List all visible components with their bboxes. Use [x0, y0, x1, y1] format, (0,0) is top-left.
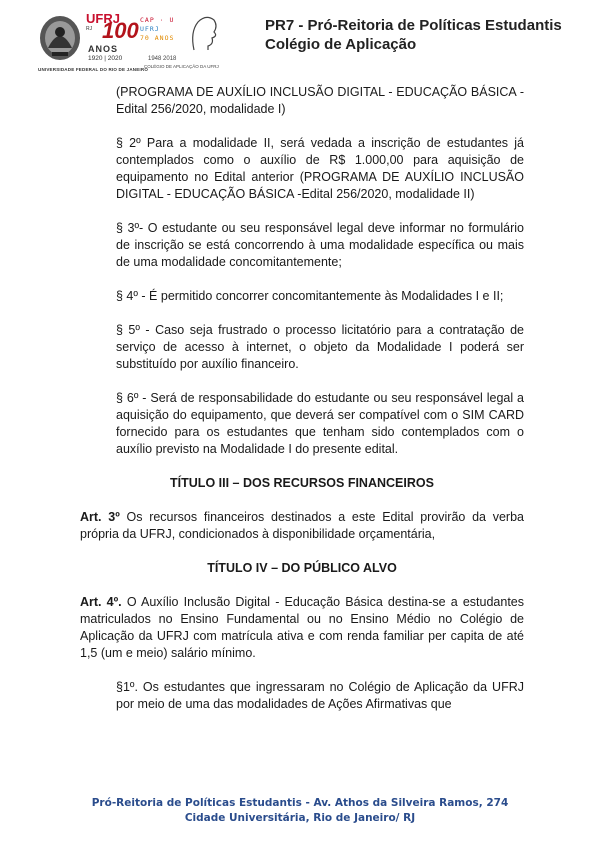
cap-line3: 70 ANOS	[140, 34, 175, 42]
ufrj-years: 1920 | 2020	[88, 55, 123, 62]
title-iv-heading: TÍTULO IV – DO PÚBLICO ALVO	[207, 561, 397, 575]
paragraph-sec3: § 3º- O estudante ou seu responsável legal deve informar no formulário de inscrição se está concorrendo à uma modalidade específica ou mais de uma modalidade concomitantemente;	[116, 221, 524, 269]
cap-line2: UFRJ	[140, 25, 160, 33]
paragraph-sec1: §1º. Os estudantes que ingressaram no Colégio de Aplicação da UFRJ por meio de uma das modalidades de Ações Afirmativas que	[116, 680, 524, 711]
hundred-number: 100	[102, 18, 139, 43]
page-header	[0, 0, 600, 80]
cap-profile-icon	[188, 12, 220, 52]
header-title: PR7 - Pró-Reitoria de Políticas Estudantis	[265, 17, 562, 34]
cap-line1: CAP · U	[140, 16, 175, 24]
header-subtitle: Colégio de Aplicação	[265, 36, 417, 53]
paragraph-sec6: § 6º - Será de responsabilidade do estudante ou seu responsável legal a aquisição do equipamento, que deverá ser compatível com o SIM CARD fornecido para os estudantes que tenham sido contemplados com o auxílio previsto na Modalidade I do presente edital.	[116, 391, 524, 456]
anos-label: ANOS	[88, 44, 119, 54]
article-3-text: Os recursos financeiros destinados a este Edital provirão da verba própria da UFRJ, condicionados à disponibilidade orçamentária,	[80, 510, 524, 541]
article-3	[80, 509, 524, 543]
article-4-label: Art. 4º.	[80, 595, 122, 609]
page-footer	[0, 796, 600, 826]
footer-address-line2: Cidade Universitária, Rio de Janeiro/ RJ	[184, 812, 416, 824]
seal-caption: UNIVERSIDADE FEDERAL DO RIO DE JANEIRO	[38, 67, 149, 72]
paragraph-sec4: § 4º - É permitido concorrer concomitantemente às Modalidades I e II;	[116, 289, 504, 303]
article-4	[80, 594, 524, 662]
paragraph-continuation: (PROGRAMA DE AUXÍLIO INCLUSÃO DIGITAL - EDUCAÇÃO BÁSICA -Edital 256/2020, modalidade I)	[116, 85, 524, 116]
article-3-label: Art. 3º	[80, 510, 120, 524]
ufrj-100-anos-logo	[86, 11, 139, 64]
ufrj-sub: RJ	[86, 26, 93, 32]
cap-years: 1948 2018	[148, 56, 177, 62]
document-body	[80, 84, 524, 713]
cap-grid-text	[140, 16, 174, 43]
ufrj-seal-logo	[38, 14, 82, 64]
cap-name: COLÉGIO DE APLICAÇÃO DA UFRJ	[144, 64, 219, 69]
paragraph-sec5: § 5º - Caso seja frustrado o processo licitatório para a contratação de serviço de acesso à internet, o objeto da Modalidade I poderá ser substituído por auxílio financeiro.	[116, 323, 524, 371]
paragraph-sec2: § 2º Para a modalidade II, será vedada a inscrição de estudantes já contemplados como o auxílio de R$ 1.000,00 para aquisição de equipamento no Edital anterior (PROGRAMA DE AUXÍLIO INCLUSÃO DIGITAL - EDUCAÇÃO BÁSICA -Edital 256/2020, modalidade II)	[116, 136, 524, 201]
article-4-text: O Auxílio Inclusão Digital - Educação Básica destina-se a estudantes matriculados no Ensino Fundamental ou no Ensino Médio no Colégio de Aplicação da UFRJ com matrícula ativa e com renda familiar per capita de até 1,5 (um e meio) salário mínimo.	[80, 595, 524, 660]
ufrj-word: UFRJ	[86, 11, 120, 26]
cap-70-anos-logo	[140, 12, 220, 72]
title-iii-heading: TÍTULO III – DOS RECURSOS FINANCEIROS	[170, 476, 434, 490]
footer-address-line1: Pró-Reitoria de Políticas Estudantis - Av. Athos da Silveira Ramos, 274	[91, 797, 509, 809]
